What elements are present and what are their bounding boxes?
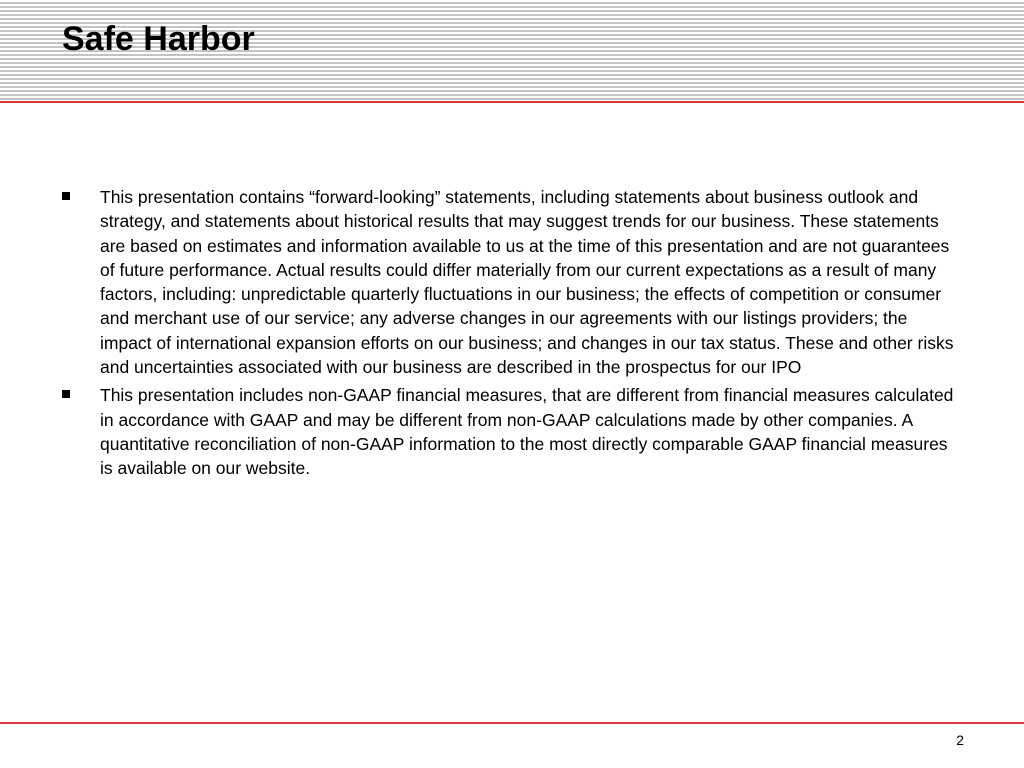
footer-divider — [0, 722, 1024, 724]
slide-title: Safe Harbor — [62, 20, 255, 58]
square-bullet-icon — [62, 390, 70, 398]
bullet-item — [62, 383, 962, 480]
page-number: 2 — [956, 732, 964, 748]
square-bullet-icon — [62, 192, 70, 200]
bullet-list — [62, 185, 962, 485]
title-divider — [0, 101, 1024, 103]
bullet-item — [62, 185, 962, 379]
bullet-text: This presentation contains “forward-looking” statements, including statements about business outlook and strategy, and statements about historical results that may suggest trends for our business. These statements are based on estimates and information available to us at the time of this presentation and are not guarantees of future performance. Actual results could differ materially from our current expectations as a result of many factors, including: unpredictable quarterly fluctuations in our business; the effects of competition or consumer and merchant use of our service; any adverse changes in our agreements with our listings providers; the impact of international expansion efforts on our business; and changes in our tax status. These and other risks and uncertainties associated with our business are described in the prospectus for our IPO — [100, 187, 954, 378]
bullet-text: This presentation includes non-GAAP financial measures, that are different from financial measures calculated in accordance with GAAP and may be different from non-GAAP calculations made by other companies. A quantitative reconciliation of non-GAAP information to the most directly comparable GAAP financial measures is available on our website. — [100, 385, 954, 479]
